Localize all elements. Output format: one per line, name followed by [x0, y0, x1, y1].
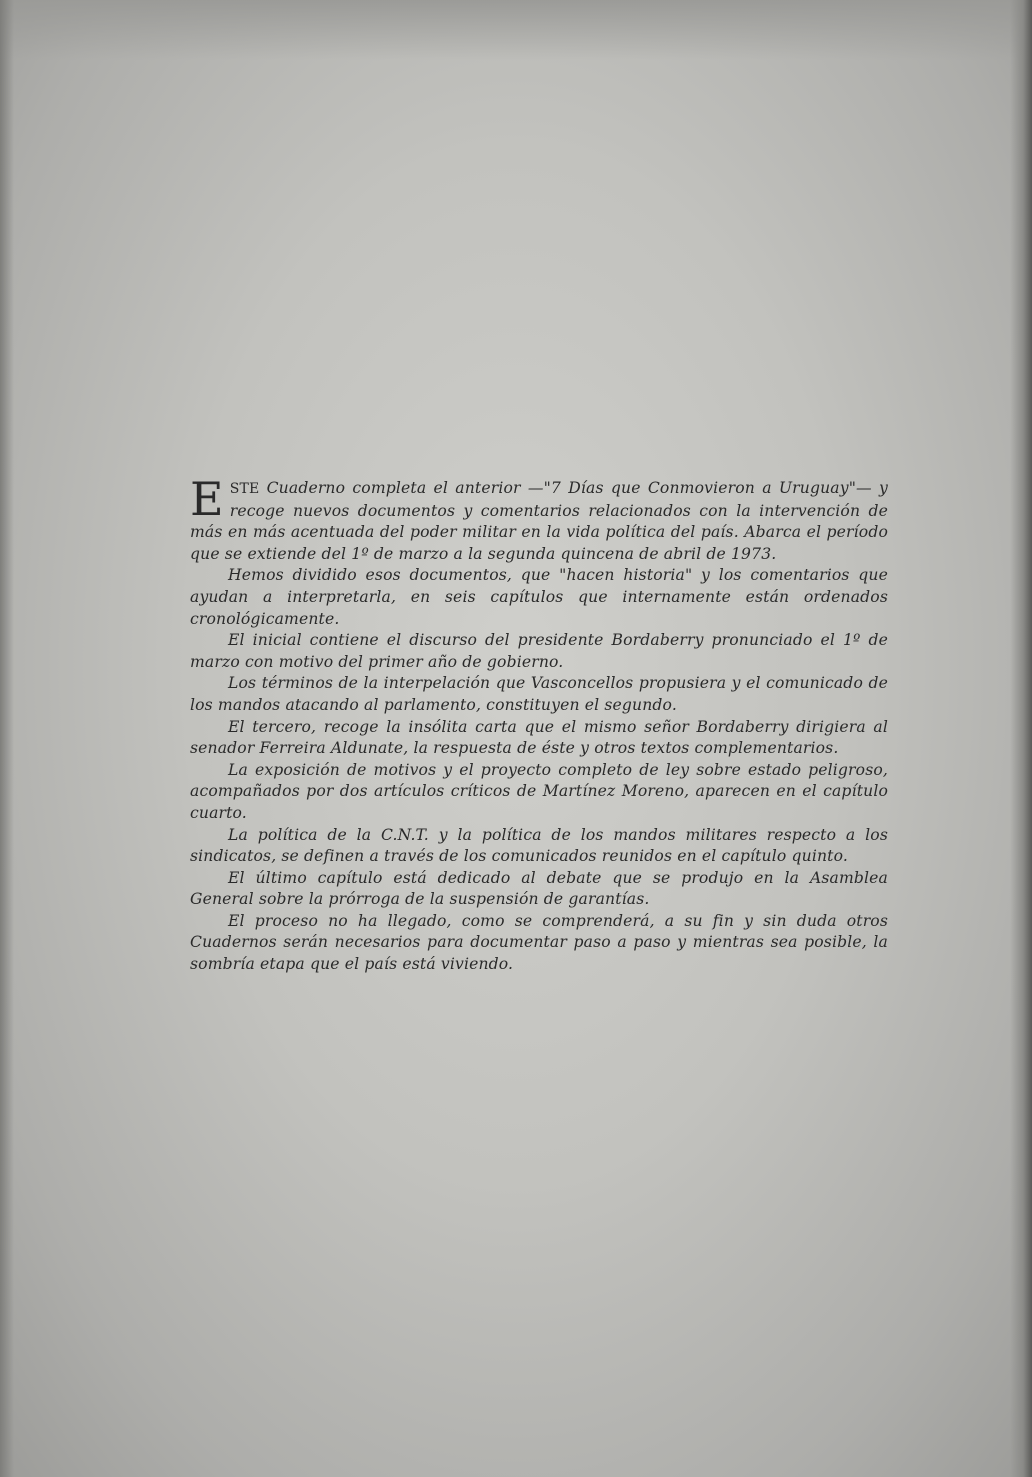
intro-paragraph-2: Hemos dividido esos documentos, que "hacen historia" y los comentarios que ayudan a interpretarla, en seis capítulos que internamente están ordenados cronológicamente.	[190, 566, 888, 628]
intro-paragraph-8: El último capítulo está dedicado al debate que se produjo en la Asamblea General sobre la prórroga de la suspensión de garantías.	[190, 868, 888, 909]
paragraph-1-text: Cuaderno completa el anterior —"7 Días que Conmovieron a Uruguay"— y recoge nuevos documentos y comentarios relacionados con la intervención de más en más acentuada del poder militar en la vida política del país. Abarca el período que se extiende del 1º de marzo a la segunda quincena de abril de 1973.	[190, 479, 888, 563]
intro-paragraph-3: El inicial contiene el discurso del presidente Bordaberry pronunciado el 1º de marzo con motivo del primer año de gobierno.	[190, 631, 888, 671]
page-top-shadow	[0, 0, 1032, 60]
intro-paragraph-4: Los términos de la interpelación que Vasconcellos propusiera y el comunicado de los mandos atacando al parlamento, constituyen el segundo.	[190, 674, 888, 714]
intro-paragraph-7: La política de la C.N.T. y la política de los mandos militares respecto a los sindicatos, se definen a través de los comunicados reunidos en el capítulo quinto.	[190, 825, 888, 866]
introduction-text	[190, 472, 888, 976]
intro-paragraph-9: El proceso no ha llegado, como se comprenderá, a su fin y sin duda otros Cuadernos serán necesarios para documentar paso a paso y mientras sea posible, la sombría etapa que el país está viviendo.	[190, 911, 888, 974]
intro-paragraph-1	[190, 472, 888, 565]
intro-paragraph-5: El tercero, recoge la insólita carta que el mismo señor Bordaberry dirigiera al senador Ferreira Aldunate, la respuesta de éste y otros textos complementarios.	[190, 717, 888, 758]
first-word-rest: STE	[229, 481, 260, 497]
intro-paragraph-6: La exposición de motivos y el proyecto completo de ley sobre estado peligroso, acompañados por dos artículos críticos de Martínez Moreno, aparecen en el capítulo cuarto.	[190, 760, 888, 822]
drop-cap: E	[190, 472, 224, 526]
page-right-binding-shadow	[1010, 0, 1032, 1477]
page-left-shadow	[0, 0, 14, 1477]
